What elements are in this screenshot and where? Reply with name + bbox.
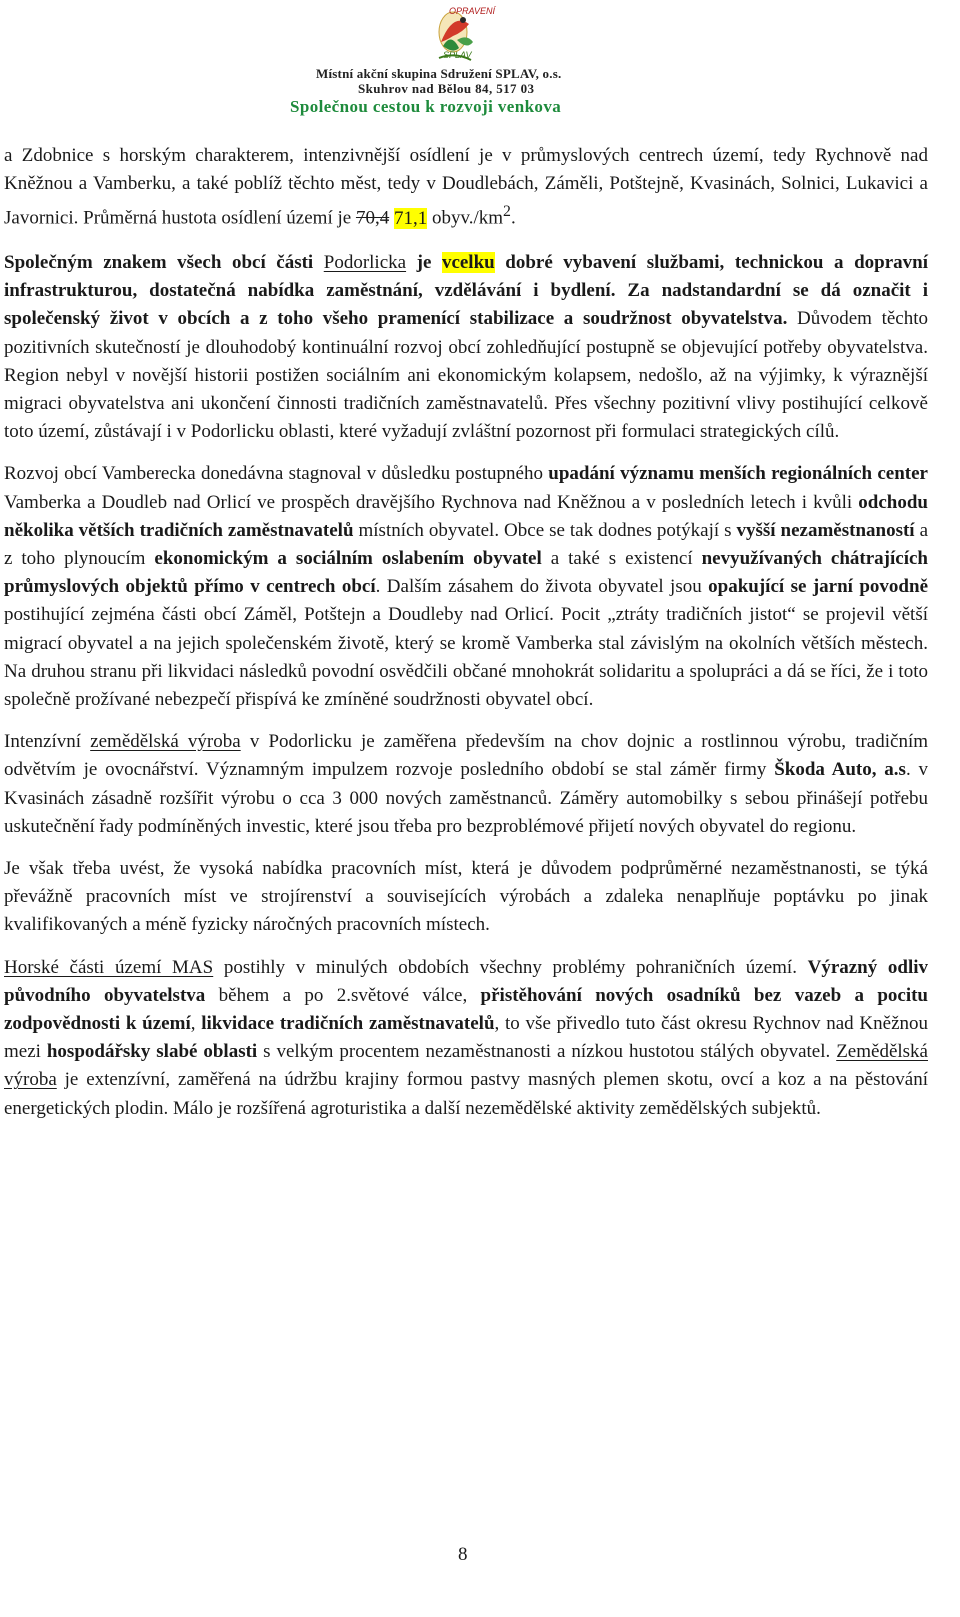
paragraph-population-density: a Zdobnice s horským charakterem, intenzivnější osídlení je v průmyslových centrech území, tedy Rychnově nad Kněžnou a Vamberku, a také poblíž těchto měst, tedy v Doudlebách, Záměli, Potštejně, Kvasinách, Solnici, Lukavici a Javornici. Průměrná hustota osídlení území je 70,4 71,1 $obyv./km^2$. (4, 145, 928, 229)
page-number: 8 (458, 1544, 468, 1565)
organization-address: Skuhrov nad Bělou 84, 517 03 (358, 81, 535, 96)
paragraph-vamberecko: Rozvoj obcí Vamberecka donedávna stagnoval v důsledku postupného upadání významu menších regionálních center Vamberka a Doudleb nad Orlicí ve prospěch dravějšího Rychnova nad Kněžnou a v posledních letech i kvůli odchodu několika větších tradičních zaměstnavatelů místních obyvatel. Obce se tak dodnes potýkají s vyšší nezaměstnaností a z toho plynoucím ekonomickým a sociálním oslabením obyvatel a také s existencí nevyužívaných chátrajících průmyslových objektů přímo v centrech obcí. Dalším zásahem do života obyvatel jsou opakující se jarní povodně postihující zejména části obcí Záměl, Potštejn a Doudleby nad Orlicí. Pocit „ztráty tradičních jistot“ se projevil větší migrací obyvatel a na jejich společenském životě, který se kromě Vamberka stal závislým na okolních větších městech. Na druhou stranu při likvidaci následků povodní osvědčili občané mnohokrát solidaritu a spolupráci a dá se říci, že i toto společně prožívané nebezpečí přispívá ke zmíněné soudržnosti obyvatel obcí. (4, 463, 929, 710)
paragraph-agriculture: Intenzívní zemědělská výroba v Podorlicku je zaměřena především na chov dojnic a rostlinnou výrobu, tradičním odvětvím je ovocnářství. Významným impulzem rozvoje posledního období se stal záměr firmy Škoda Auto, a.s. v Kvasinách zásadně rozšířit výrobu o cca 3 000 nových zaměstnanců. Záměry automobilky s sebou přinášejí potřebu uskutečnění řady podmíněných investic, které jsou třeba pro bezproblémové přijetí nových obyvatel do regionu. (4, 731, 929, 837)
page-header (0, 0, 960, 122)
deleted-density-value: 70,4 (355, 207, 390, 229)
podorlicka-underlined: Podorlicka (323, 251, 407, 273)
logo-text-top: OPRAVENÍ (449, 6, 496, 16)
highlighted-word: vcelku (441, 251, 495, 273)
organization-name: Místní akční skupina Sdružení SPLAV, o.s. (316, 66, 562, 81)
paragraph-employment: Je však třeba uvést, že vysoká nabídka pracovních míst, která je důvodem podprůměrné nezaměstnanosti, se týká převážně pracovních míst ve strojírenství a souvisejících výrobách a zdaleka nenaplňuje poptávku po jinak kvalifikovaných a méně fyzicky náročných pracovních místech. (4, 858, 928, 936)
paragraph-mountain-areas: Horské části území MAS postihly v minulých obdobích všechny problémy pohraničních území. Výrazný odliv původního obyvatelstva během a po 2.světové válce, přistěhování nových osadníků bez vazeb a pocitu zodpovědnosti k území, likvidace tradičních zaměstnavatelů, to vše přivedlo tuto část okresu Rychnov nad Kněžnou mezi hospodářsky slabé oblasti s velkým procentem nezaměstnanosti a nízkou hustotou stálých obyvatel. Zemědělská výroba je extenzívní, zaměřená na údržbu krajiny formou pastvy masných plemen skotu, ovcí a koz a na pěstování energetických plodin. Málo je rozšířená agroturistika a další nezemědělské aktivity zemědělských subjektů. (4, 956, 929, 1119)
logo-text-bottom: SPLAV (443, 50, 472, 60)
paragraph-podorlicko: Společným znakem všech obcí části Podorlicka je vcelku dobré vybavení službami, technickou a dopravní infrastrukturou, dostatečná nabídka zaměstnání, vzdělávání i bydlení. Za nadstandardní se dá označit i společenský život v obcích a z toho všeho pramenící stabilizace a soudržnost obyvatelstva. Důvodem těchto pozitivních skutečností je dlouhodobý kontinuální rozvoj obcí zohledňující postupně se objevující potřeby obyvatelstva. Region nebyl v novější historii postižen sociálním ani ekonomickým kolapsem, nedošlo, až na výjimky, k výraznější migraci obyvatelstva ani ukončení činnosti tradičních zaměstnavatelů. Přes všechny pozitivní vlivy postihující celkově toto území, zůstávají i v Podorlicku oblasti, které vyžadují zvláštní pozornost při formulaci strategických cílů. (4, 251, 929, 443)
document-body (4, 142, 928, 1137)
inserted-density-value: 71,1 (393, 207, 428, 229)
organization-motto: Společnou cestou k rozvoji venkova (290, 97, 562, 116)
